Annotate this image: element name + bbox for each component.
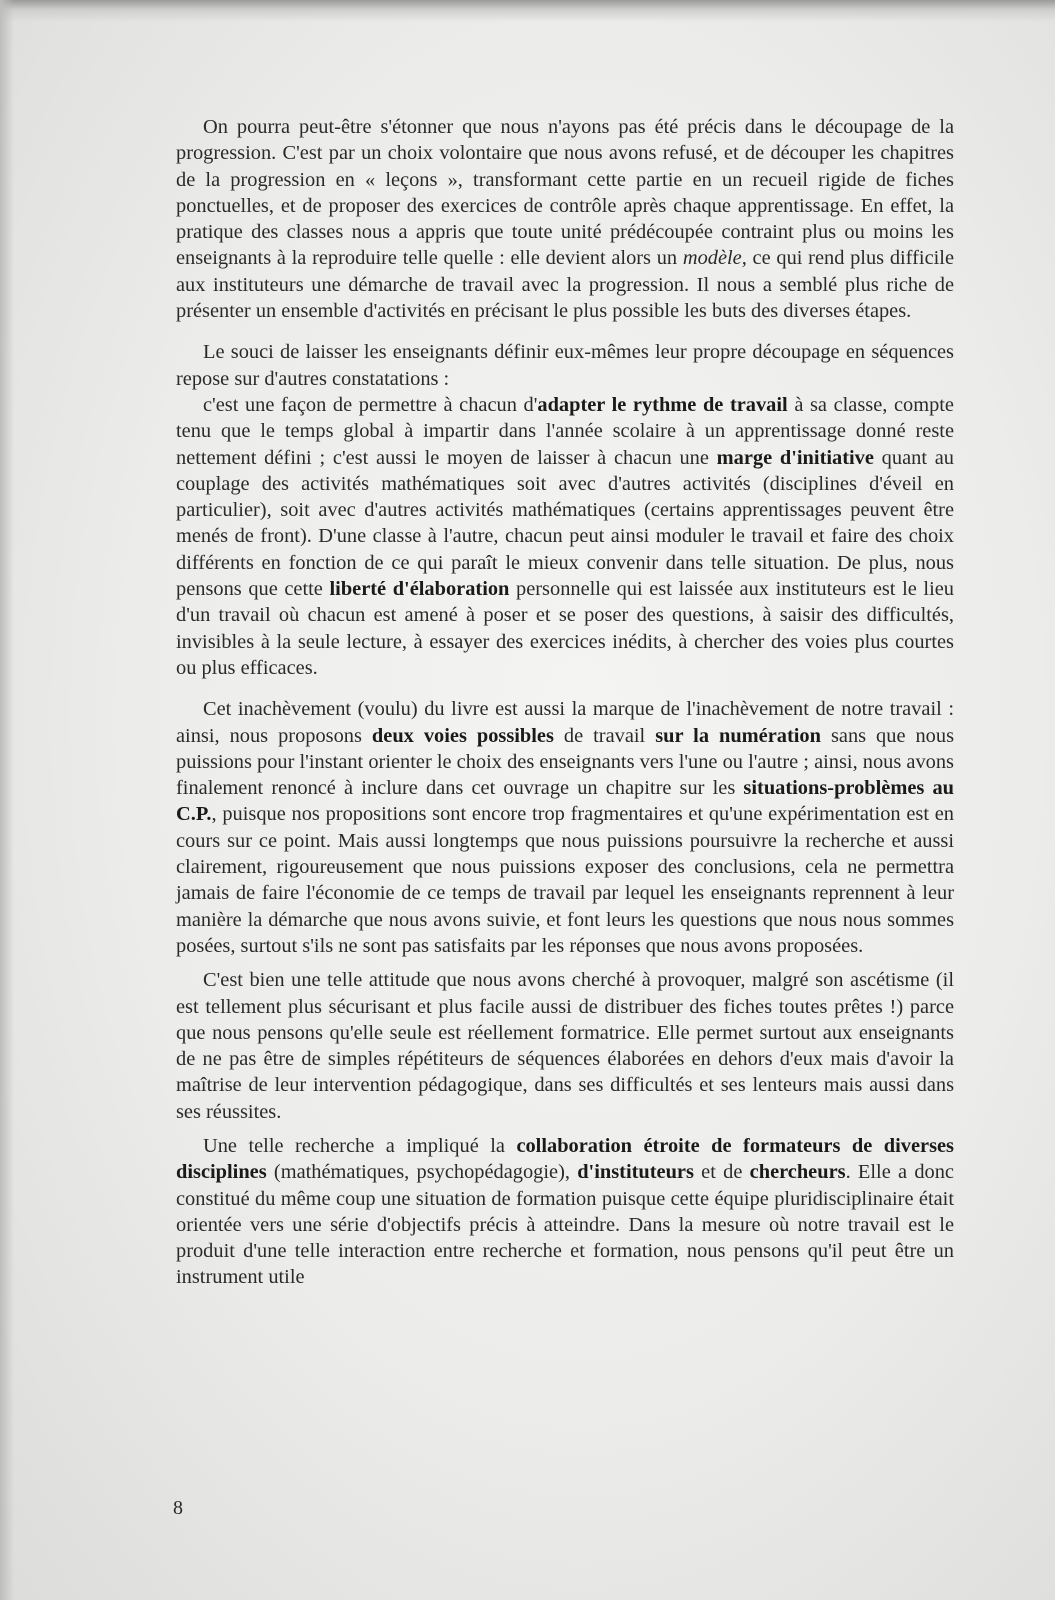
page-top-shadow <box>0 0 1055 22</box>
body-text <box>176 114 954 1291</box>
paragraph-5: C'est bien une telle attitude que nous avons cherché à provoquer, malgré son ascétisme (il est tellement plus sécurisant et plus facile aussi de distribuer des fiches toutes prêtes !) parce que nous pensons qu'elle seule est réellement formatrice. Elle permet surtout aux enseignants de ne pas être de simples répétiteurs de séquences élaborées en dehors d'eux mais d'avoir la maîtrise de leur intervention pédagogique, dans ses difficultés et ses lenteurs mais aussi dans ses réussites. <box>176 969 954 1123</box>
paragraph-3: c'est une façon de permettre à chacun d'adapter le rythme de travail à sa classe, compte tenu que le temps global à impartir dans l'année scolaire à un apprentissage donné reste nettement défini ; c'est aussi le moyen de laisser à chacun une marge d'initiative quant au couplage des activités mathématiques soit avec d'autres activités (disciplines d'éveil en particulier), soit avec d'autres activités mathématiques (certains apprentissages peuvent être menés de front). D'une classe à l'autre, chacun peut ainsi moduler le travail et faire des choix différents en fonction de ce qui paraît le mieux convenir dans telle situation. De plus, nous pensons que cette liberté d'élaboration personnelle qui est laissée aux instituteurs est le lieu d'un travail où chacun est amené à poser et se poser des questions, à saisir des difficultés, invisibles à la seule lecture, à essayer des exercices inédits, à chercher des voies plus courtes ou plus efficaces. <box>176 393 954 679</box>
paragraph-1: On pourra peut-être s'étonner que nous n'ayons pas été précis dans le découpage de la progression. C'est par un choix volontaire que nous avons refusé, et de découper les chapitres de la progression en « leçons », transformant cette partie en un recueil rigide de fiches ponctuelles, et de proposer des exercices de contrôle après chaque apprentissage. En effet, la pratique des classes nous a appris que toute unité prédécoupée contraint plus ou moins les enseignants à la reproduire telle quelle : elle devient alors un modèle, ce qui rend plus difficile aux instituteurs une démarche de travail avec la progression. Il nous a semblé plus riche de présenter un ensemble d'activités en précisant le plus possible les buts des diverses étapes. <box>176 116 954 323</box>
paragraph-6: Une telle recherche a impliqué la collaboration étroite de formateurs de diverses disciplines (mathématiques, psychopédagogie), d'instituteurs et de chercheurs. Elle a donc constitué du même coup une situation de formation puisque cette équipe pluridisciplinaire était orientée vers une série d'objectifs précis à atteindre. Dans la mesure où notre travail est le produit d'une telle interaction entre recherche et formation, nous pensons qu'il peut être un instrument utile <box>176 1134 954 1289</box>
page-number: 8 <box>173 1497 183 1519</box>
paragraph-2: Le souci de laisser les enseignants définir eux-mêmes leur propre découpage en séquences repose sur d'autres constatations : <box>176 341 954 390</box>
paragraph-4: Cet inachèvement (voulu) du livre est aussi la marque de l'inachèvement de notre travail : ainsi, nous proposons deux voies possibles de travail sur la numération sans que nous puissions pour l'instant orienter le choix des enseignants vers l'une ou l'autre ; ainsi, nous avons finalement renoncé à inclure dans cet ouvrage un chapitre sur les situations-problèmes au C.P., puisque nos propositions sont encore trop fragmentaires et qu'une expérimentation est en cours sur ce point. Mais aussi longtemps que nous puissions poursuivre la recherche et aussi clairement, rigoureusement que nous puissions exposer des conclusions, cela ne permettra jamais de faire l'économie de ce temps de travail par lequel les enseignants reprennent à leur manière la démarche que nous avons suivie, et font leurs les questions que nous nous sommes posées, surtout s'ils ne sont pas satisfaits par les réponses que nous avons proposées. <box>176 698 955 957</box>
page-left-edge <box>0 0 14 1600</box>
